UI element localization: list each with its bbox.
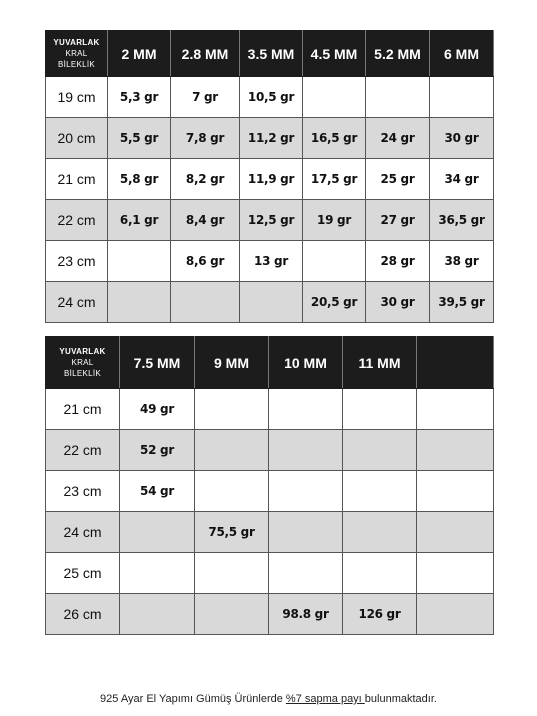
weight-cell [417,594,494,635]
length-cell: 21 cm [46,159,108,200]
note-text: 925 Ayar El Yapımı Gümüş Ürünlerde [100,693,286,705]
corner-line-2: KRAL [71,358,94,367]
tolerance-note [0,693,537,705]
weight-cell: 8,2 gr [171,159,240,200]
weight-cell [120,594,195,635]
weight-cell [120,553,195,594]
weight-cell [195,471,269,512]
weight-cell: 25 gr [366,159,430,200]
weight-cell [366,77,430,118]
weight-cell: 10,5 gr [240,77,303,118]
weight-cell [430,77,494,118]
note-text-end: bulunmaktadır. [364,693,437,705]
weight-cell: 7,8 gr [171,118,240,159]
weight-cell: 5,5 gr [108,118,171,159]
weight-cell [417,389,494,430]
column-header [417,337,494,389]
table-row [46,553,494,594]
length-cell: 24 cm [46,512,120,553]
corner-line-3: BİLEKLİK [57,60,96,69]
length-cell: 26 cm [46,594,120,635]
weight-cell: 8,6 gr [171,241,240,282]
column-header: 7.5 MM [120,337,195,389]
weight-cell [195,553,269,594]
table-row [46,282,494,323]
weight-cell [195,430,269,471]
weight-cell [240,282,303,323]
weight-cell [269,471,343,512]
weight-cell: 39,5 gr [430,282,494,323]
weight-cell: 17,5 gr [303,159,366,200]
column-header: 10 MM [269,337,343,389]
table-row [46,594,494,635]
size-weight-table-2 [45,336,494,635]
length-cell: 24 cm [46,282,108,323]
table-row [46,512,494,553]
weight-cell: 36,5 gr [430,200,494,241]
weight-cell: 16,5 gr [303,118,366,159]
weight-cell [303,77,366,118]
weight-cell [303,241,366,282]
length-cell: 19 cm [46,77,108,118]
length-cell: 25 cm [46,553,120,594]
weight-cell: 6,1 gr [108,200,171,241]
table-row [46,241,494,282]
weight-cell [269,389,343,430]
column-header: 6 MM [430,31,494,77]
weight-cell [343,430,417,471]
column-header: 3.5 MM [240,31,303,77]
weight-cell: 11,2 gr [240,118,303,159]
weight-cell [343,512,417,553]
weight-cell: 27 gr [366,200,430,241]
length-cell: 21 cm [46,389,120,430]
weight-cell [195,594,269,635]
corner-line-3: BİLEKLİK [63,369,102,378]
weight-cell: 38 gr [430,241,494,282]
column-header: 5.2 MM [366,31,430,77]
note-underlined: %7 sapma payı [285,693,365,705]
weight-cell: 30 gr [366,282,430,323]
table-row [46,159,494,200]
table-row [46,389,494,430]
length-cell: 22 cm [46,200,108,241]
corner-line-1: YUVARLAK [53,38,100,47]
weight-cell: 28 gr [366,241,430,282]
weight-cell [343,389,417,430]
weight-cell: 98.8 gr [269,594,343,635]
weight-cell [108,282,171,323]
weight-cell: 7 gr [171,77,240,118]
weight-cell [108,241,171,282]
column-header: 2.8 MM [171,31,240,77]
weight-cell: 5,3 gr [108,77,171,118]
size-weight-table-1 [45,30,494,323]
weight-cell [269,512,343,553]
weight-cell: 34 gr [430,159,494,200]
table-row [46,118,494,159]
column-header: 9 MM [195,337,269,389]
weight-cell: 13 gr [240,241,303,282]
weight-cell [343,553,417,594]
weight-cell [269,553,343,594]
weight-cell: 30 gr [430,118,494,159]
column-header: 11 MM [343,337,417,389]
table-row [46,430,494,471]
column-header: 2 MM [108,31,171,77]
length-cell: 20 cm [46,118,108,159]
table-row [46,471,494,512]
table-row [46,77,494,118]
table-header-row [46,31,494,77]
weight-cell: 49 gr [120,389,195,430]
weight-cell: 126 gr [343,594,417,635]
weight-cell [343,471,417,512]
corner-line-1: YUVARLAK [59,347,106,356]
length-cell: 23 cm [46,471,120,512]
weight-cell [195,389,269,430]
weight-cell: 54 gr [120,471,195,512]
table-corner-label [46,31,108,77]
weight-cell [171,282,240,323]
weight-cell [417,471,494,512]
weight-cell: 52 gr [120,430,195,471]
weight-cell: 24 gr [366,118,430,159]
weight-cell: 12,5 gr [240,200,303,241]
corner-line-2: KRAL [65,49,88,58]
length-cell: 23 cm [46,241,108,282]
table-row [46,200,494,241]
weight-cell [269,430,343,471]
column-header: 4.5 MM [303,31,366,77]
weight-cell: 20,5 gr [303,282,366,323]
weight-cell: 11,9 gr [240,159,303,200]
weight-cell [417,553,494,594]
table-corner-label [46,337,120,389]
weight-cell [417,430,494,471]
weight-cell: 5,8 gr [108,159,171,200]
weight-cell [417,512,494,553]
weight-cell: 8,4 gr [171,200,240,241]
weight-cell: 19 gr [303,200,366,241]
weight-cell: 75,5 gr [195,512,269,553]
length-cell: 22 cm [46,430,120,471]
table-header-row [46,337,494,389]
weight-cell [120,512,195,553]
